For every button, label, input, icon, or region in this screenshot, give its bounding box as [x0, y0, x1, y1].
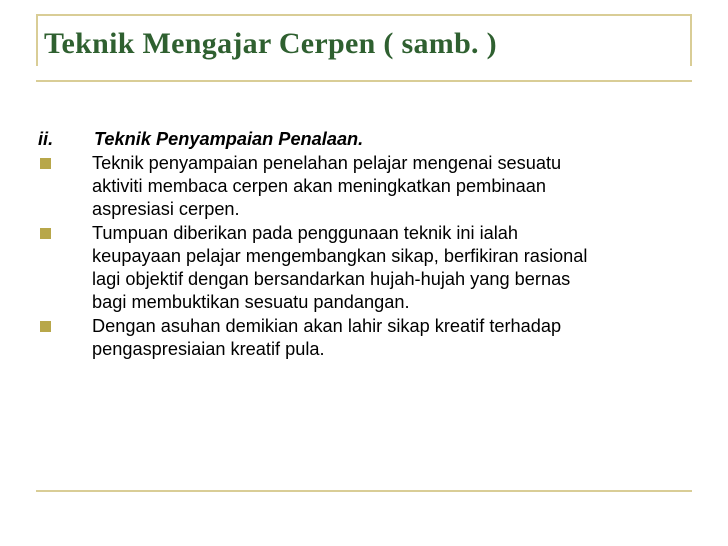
roman-numeral-marker: ii.: [38, 129, 54, 149]
bullet-line: aspresiasi cerpen.: [92, 199, 240, 219]
square-bullet-icon: [40, 321, 51, 332]
bullet-line: pengaspresiaian kreatif pula.: [92, 339, 325, 359]
bullet-line: Teknik penyampaian penelahan pelajar mengenai sesuatu: [92, 153, 562, 173]
slide-body: [36, 128, 686, 362]
left-border-line: [36, 14, 38, 66]
bullet-line: bagi membuktikan sesuatu pandangan.: [92, 292, 410, 312]
bullet-text: [92, 152, 686, 221]
title-divider-line: [36, 80, 692, 82]
square-bullet-icon: [40, 158, 51, 169]
bullet-text: [92, 315, 686, 361]
right-border-line: [690, 14, 692, 66]
bullet-item: [36, 315, 686, 361]
bottom-border-line: [36, 490, 692, 492]
section-heading: Teknik Penyampaian Penalaan.: [94, 129, 364, 149]
bullet-item: [36, 222, 686, 314]
bullet-line: keupayaan pelajar mengembangkan sikap, berfikiran rasional: [92, 246, 588, 266]
section-heading-row: [36, 128, 686, 151]
square-bullet-icon: [40, 228, 51, 239]
bullet-line: lagi objektif dengan bersandarkan hujah-hujah yang bernas: [92, 269, 571, 289]
bullet-text: [92, 222, 686, 314]
slide-title: Teknik Mengajar Cerpen ( samb. ): [44, 27, 497, 60]
bullet-line: Tumpuan diberikan pada penggunaan teknik ini ialah: [92, 223, 519, 243]
bullet-line: aktiviti membaca cerpen akan meningkatkan pembinaan: [92, 176, 546, 196]
bullet-line: Dengan asuhan demikian akan lahir sikap kreatif terhadap: [92, 316, 562, 336]
bullet-item: [36, 152, 686, 221]
top-border-line: [36, 14, 692, 16]
